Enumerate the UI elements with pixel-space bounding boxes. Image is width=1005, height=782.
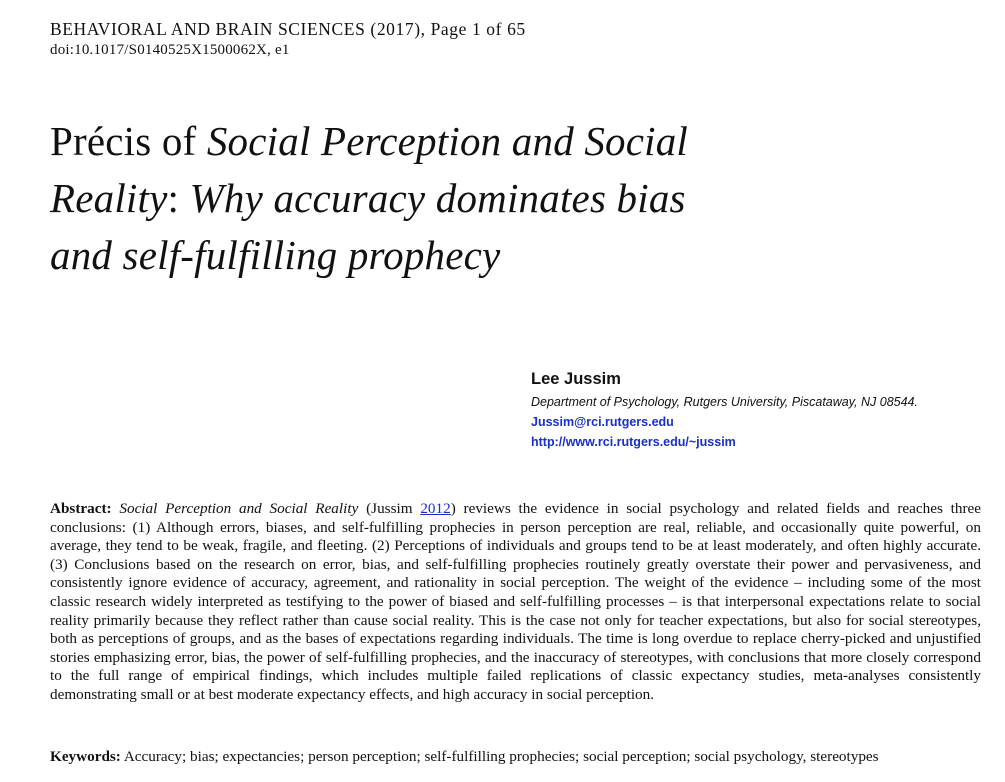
author-block [531,368,918,452]
journal-citation: BEHAVIORAL AND BRAIN SCIENCES (2017), Page 1 of 65 [50,19,526,39]
title-text: Précis of [50,118,207,164]
journal-header [50,19,526,60]
title-subtitle: Why accuracy dominates bias [189,175,686,221]
title-line-2 [50,170,830,227]
keywords [50,747,990,766]
author-name: Lee Jussim [531,370,621,388]
doi: doi:10.1017/S0140525X1500062X, e1 [50,42,290,58]
abstract-book-title: Social Perception and Social Reality [119,500,359,517]
title-book-italic: Social Perception and Social [206,118,689,164]
title-book-italic: Reality [50,175,168,221]
abstract-cite-open: (Jussim [358,500,421,517]
keywords-label: Keywords: [50,748,121,765]
title-colon: : [167,175,190,221]
article-title [50,113,830,284]
abstract-label: Abstract: [50,500,112,517]
abstract [50,500,981,705]
title-line-1 [50,113,830,170]
title-line-3: and self-fulfilling prophecy [50,232,501,278]
author-homepage-link[interactable]: http://www.rci.rutgers.edu/~jussim [531,435,736,449]
abstract-body: ) reviews the evidence in social psychology and related fields and reaches three conclusions: (1) Although errors, biases, and self-fulfilling prophecies in person perception are real, reliable, and occasionally quite powerful, on average, they tend to be weak, fragile, and fleeting. (2) Perceptions of individuals and groups tend to be at least moderately, and often highly accurate. (3) Conclusions based on the research on error, bias, and self-fulfilling prophecies routinely greatly overstate their power and pervasiveness, and consistently ignore evidence of accuracy, agreement, and rationality in social perception. The weight of the evidence – including some of the most classic research widely interpreted as testifying to the power of biased and self-fulfilling processes – is that interpersonal expectations relate to social reality primarily because they reflect rather than cause social reality. This is the case not only for teacher expectations, but also for social stereotypes, both as perceptions of groups, and as the bases of expectations regarding individuals. The time is long overdue to replace cherry-picked and unjustified stories emphasizing error, bias, the power of self-fulfilling prophecies, and the inaccuracy of stereotypes, with conclusions that more closely correspond to the full range of empirical findings, which includes multiple failed replications of classic expectancy studies, meta-analyses consistently demonstrating small or at best moderate expectancy effects, and high accuracy in social perception. [50,500,981,703]
author-email-link[interactable]: Jussim@rci.rutgers.edu [531,415,674,429]
keywords-text: Accuracy; bias; expectancies; person perception; self-fulfilling prophecies; social perception; social psychology, stereotypes [120,748,879,765]
citation-link[interactable]: 2012 [420,500,451,517]
author-affiliation: Department of Psychology, Rutgers University, Piscataway, NJ 08544. [531,395,918,409]
